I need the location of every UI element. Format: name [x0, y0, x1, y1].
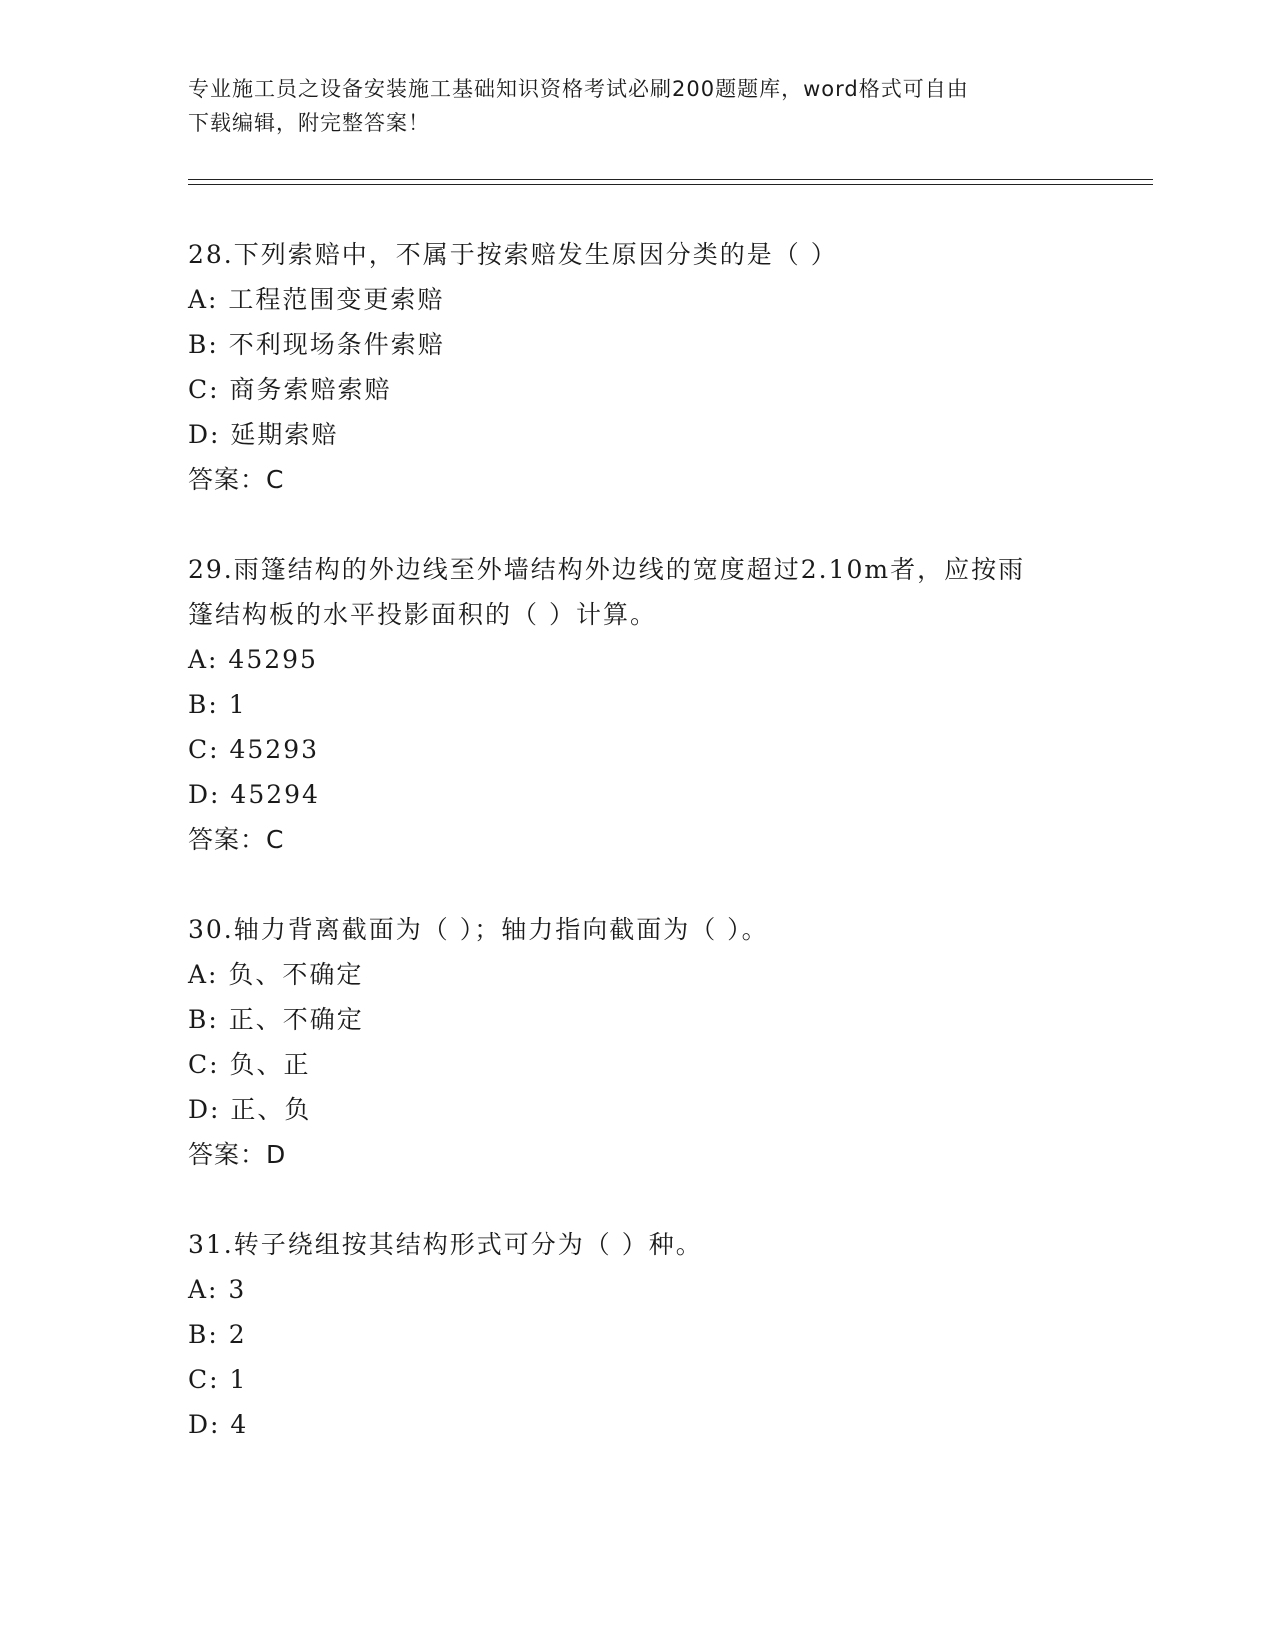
option-b: B: 2 — [188, 1320, 247, 1349]
option-b: B: 正、不确定 — [188, 1005, 364, 1034]
question-31 — [188, 1222, 1088, 1447]
option-c: C: 负、正 — [188, 1050, 311, 1079]
question-stem: 29.雨篷结构的外边线至外墙结构外边线的宽度超过2.10m者，应按雨 — [188, 555, 1026, 584]
option-d: D: 正、负 — [188, 1095, 312, 1124]
header-double-rule — [188, 179, 1153, 185]
option-c: C: 商务索赔索赔 — [188, 375, 392, 404]
option-c: C: 1 — [188, 1365, 248, 1394]
option-b: B: 不利现场条件索赔 — [188, 330, 445, 359]
option-a: A: 3 — [188, 1275, 247, 1304]
document-header — [188, 72, 1068, 140]
question-28 — [188, 232, 1088, 502]
option-a: A: 45295 — [188, 645, 318, 674]
answer: 答案：D — [188, 1140, 287, 1169]
question-29 — [188, 547, 1088, 862]
answer: 答案：C — [188, 825, 285, 854]
option-d: D: 45294 — [188, 780, 320, 809]
question-stem-continued: 篷结构板的水平投影面积的（ ）计算。 — [188, 600, 657, 629]
question-stem: 30.轴力背离截面为（ ）；轴力指向截面为（ ）。 — [188, 915, 769, 944]
option-d: D: 4 — [188, 1410, 249, 1439]
option-b: B: 1 — [188, 690, 247, 719]
option-a: A: 负、不确定 — [188, 960, 364, 989]
option-c: C: 45293 — [188, 735, 320, 764]
question-30 — [188, 907, 1088, 1177]
header-line-1: 专业施工员之设备安装施工基础知识资格考试必刷200题题库，word格式可自由 — [188, 77, 969, 101]
header-line-2: 下载编辑，附完整答案！ — [188, 111, 430, 135]
option-d: D: 延期索赔 — [188, 420, 339, 449]
answer: 答案：C — [188, 465, 285, 494]
question-stem: 31.转子绕组按其结构形式可分为（ ）种。 — [188, 1230, 703, 1259]
question-stem: 28.下列索赔中，不属于按索赔发生原因分类的是（ ） — [188, 240, 838, 269]
option-a: A: 工程范围变更索赔 — [188, 285, 445, 314]
